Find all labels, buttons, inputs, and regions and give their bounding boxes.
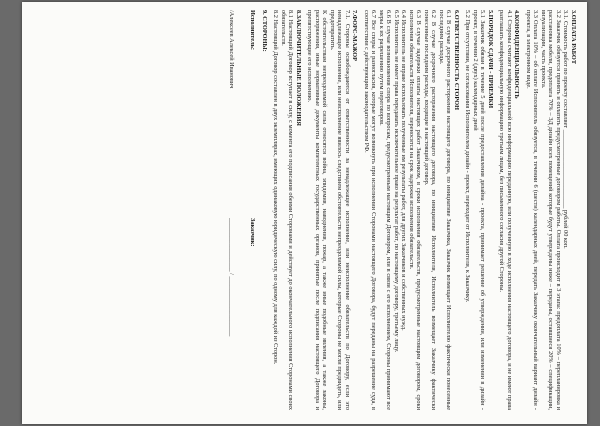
customer-column: [228, 218, 257, 410]
paragraph: 3.2 Заказчик обязуется принять и оплатить предусмотренные договором работы. Оплата происходит в 3 этапа: предоплата 10% – перепланировка и расстановка мебели, предоплата 70% – 3Д дизайн всех помещений которые будут утверждены ниже – переданы, оставшиеся 20% – спецификации, визуализации, часть проекта.: [540, 10, 562, 410]
paragraph: К обстоятельствам непреодолимой силы относятся война, эпидемия, наводнения, пожар, а также иные подобные явления, а также законы, распоряжения, иные нормативные документы компетентных государственных органов, принятые после подписания настоящего Договора и препятствующие его исполнению.: [306, 10, 329, 410]
paragraph: 6.6 В случае возникновения спора по вопросам, предусмотренным настоящим Договором, или в связи с его исполнением, Стороны принимают все меры к их разрешению путем переговоров.: [378, 10, 393, 410]
executor-column: [228, 10, 257, 202]
paragraph: 5.1 Заказчик обязан в течение 5 дней после предоставления дизайна - проекта, принимает решение об утверждении, или изменении в дизайн - проект, в течении 2 (двух) календарных дней: [472, 10, 487, 410]
section-title: 8.ЗАКЛЮЧИТЕЛЬНЫЕ ПОЛОЖЕНИЯ: [295, 10, 302, 126]
paragraph: 6.2 В случае досрочного расторжения настоящего договора, по инициативе Исполнителя, Исполнитель возмещает Заказчику фактически понесенные последним расходы, входящие в настоящий договор.: [423, 10, 438, 410]
paragraph: 6.1 В случае досрочного расторжения настоящего договора, по инициативе Заказчика, Заказчик возмещает Исполнителю фактически понесенные последним расходы.: [438, 10, 453, 410]
paragraph: 6.5 Исполнитель не имеет права передавать исключительное право на результат работ, по настоящему договору, третьему лицу.: [393, 10, 400, 353]
executor-label: Исполнитель:: [249, 10, 257, 51]
paragraph: 4.1 Стороны считают конфиденциальной всю информацию переданную, или полученную в ходе исполнения настоящего договора, и не имеют права разглашать конфиденциальную информацию третьим лицам, без письменного согласия другой Стороны.: [498, 10, 513, 410]
paragraph: 8.2 Настоящий Договор составлен в двух экземплярах, имеющих одинаковую юридическую силу, по одному для каждой из Сторон.: [272, 10, 280, 365]
paragraph: 6.4 Исполнитель не вправе использовать полученные им результаты работ, для других Заказчиков и собственных нужд.: [400, 10, 408, 331]
section-title: 4.КОНФИДЕНЦИАЛЬНОСТЬ: [513, 10, 521, 99]
executor-signature-line: /Алексеев Алексей Иванович: [228, 10, 235, 89]
section-title: 7.ФОРС-МАЖОР: [351, 10, 359, 61]
document-page: [22, 2, 587, 424]
paragraph: 7.1. Стороны освобождаются от ответственности за ненадлежащее исполнение, или неисполнение обязательств по Договору, если это ненадлежащее исполнение, или неисполнение явилось следствием обстоятельств непреодолимой силы, которые Стороны не могли предвидеть, или предотвратить.: [329, 10, 351, 410]
paragraph: 6.3 В случае задержки оплаты настоящих работ Заказчиком, в сроки исполнения обязательств, предусмотренные настоящим договором, сроки исполнения обязательств Исполнителя, переносятся на срок задержки исполнения обязательств.: [408, 10, 423, 410]
rotated-page-content: [22, 2, 587, 424]
customer-signature-line: _________________ / ___________________: [228, 218, 235, 337]
section-title: 9. СТОРОНЫ:: [261, 10, 268, 52]
paragraph: 5.2 При отсутствии, не согласования Исполнителем дизайн - проект, переходит от Исполнителя, к Заказчику.: [464, 10, 472, 303]
paragraph: 6.7 Все споры и разногласия, которые могут возникнуть при исполнении Сторонами настоящего Договора, будут переданы на разрешение суда, в соответствии с действующим законодательством РФ.: [363, 10, 378, 410]
contract-text: [228, 10, 578, 410]
section-title: 3.ОПЛАТА РАБОТ: [570, 10, 577, 65]
paragraph: 8.1 Настоящий Договор вступает в силу, с момента его подписания обеими Сторонами и действует до окончательного исполнения Сторонами своих обязательств.: [280, 10, 295, 410]
section-title: 5.ПОРЯДОК СДАЧИ - ПРИЕМКИ: [487, 10, 494, 109]
section-title: 6.ОТВЕТСТВЕННОСТЬ СТОРОН: [453, 10, 460, 110]
signature-block: [228, 10, 257, 410]
paragraph: 3.1. Стоимость работ по проекту составляет _________________________ рублей 00 коп.: [562, 10, 570, 249]
paragraph: 3.3 Оплата 10% – об оплате Исполнитель обязуется, в течении 6 (шести) календарных дней, передать Заказчику окончательный вариант дизайн - проекта, в электронном виде.: [525, 10, 540, 410]
customer-label: Заказчик:: [249, 218, 257, 247]
